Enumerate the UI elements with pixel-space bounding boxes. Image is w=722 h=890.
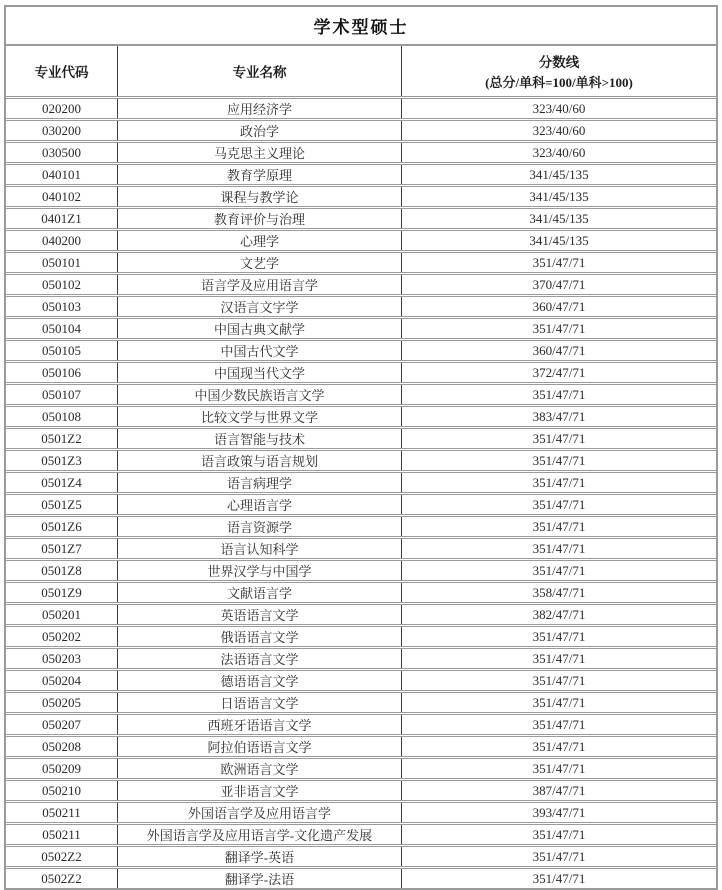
cell-score-line: 351/47/71 — [401, 560, 716, 582]
cell-major-code: 050207 — [6, 714, 117, 736]
table-row — [6, 164, 716, 186]
cell-major-name: 心理学 — [117, 230, 401, 252]
table-row — [6, 428, 716, 450]
cell-major-name: 教育评价与治理 — [117, 208, 401, 230]
cell-score-line: 387/47/71 — [401, 780, 716, 802]
cell-major-code: 0502Z2 — [6, 846, 117, 868]
table-row — [6, 846, 716, 868]
cell-score-line: 351/47/71 — [401, 846, 716, 868]
table-header-row — [6, 45, 716, 98]
cell-major-name: 德语语言文学 — [117, 670, 401, 692]
cell-score-line: 351/47/71 — [401, 868, 716, 889]
cell-score-line: 351/47/71 — [401, 824, 716, 846]
cell-score-line: 341/45/135 — [401, 186, 716, 208]
cell-major-code: 0501Z5 — [6, 494, 117, 516]
cell-score-line: 323/40/60 — [401, 142, 716, 164]
table-row — [6, 296, 716, 318]
cell-score-line: 351/47/71 — [401, 626, 716, 648]
cell-score-line: 341/45/135 — [401, 230, 716, 252]
table-row — [6, 252, 716, 274]
table-row — [6, 362, 716, 384]
table-row — [6, 626, 716, 648]
cell-major-code: 0502Z2 — [6, 868, 117, 889]
cell-major-code: 040102 — [6, 186, 117, 208]
cell-major-name: 翻译学-英语 — [117, 846, 401, 868]
header-score-line — [401, 45, 716, 98]
cell-major-code: 0401Z1 — [6, 208, 117, 230]
cell-major-name: 政治学 — [117, 120, 401, 142]
cell-major-code: 050205 — [6, 692, 117, 714]
cell-score-line: 323/40/60 — [401, 98, 716, 120]
header-major-code: 专业代码 — [6, 45, 117, 98]
cell-major-name: 中国古典文献学 — [117, 318, 401, 340]
cell-major-code: 050211 — [6, 802, 117, 824]
cell-major-code: 050209 — [6, 758, 117, 780]
cell-score-line: 383/47/71 — [401, 406, 716, 428]
table-title: 学术型硕士 — [6, 7, 716, 45]
cell-major-name: 外国语言学及应用语言学 — [117, 802, 401, 824]
cell-score-line: 351/47/71 — [401, 758, 716, 780]
cell-major-code: 050201 — [6, 604, 117, 626]
cell-major-code: 050105 — [6, 340, 117, 362]
cell-score-line: 351/47/71 — [401, 692, 716, 714]
score-table-sheet — [4, 5, 718, 890]
cell-major-name: 语言政策与语言规划 — [117, 450, 401, 472]
cell-score-line: 372/47/71 — [401, 362, 716, 384]
table-title-row — [6, 7, 716, 45]
cell-score-line: 370/47/71 — [401, 274, 716, 296]
cell-major-code: 0501Z9 — [6, 582, 117, 604]
cell-major-code: 050211 — [6, 824, 117, 846]
cell-major-name: 翻译学-法语 — [117, 868, 401, 889]
cell-major-code: 020200 — [41, 100, 81, 116]
table-row — [6, 780, 716, 802]
table-row — [6, 186, 716, 208]
cell-major-name: 亚非语言文学 — [117, 780, 401, 802]
cell-major-code: 030200 — [6, 120, 117, 142]
table-row — [6, 406, 716, 428]
cell-major-name: 日语语言文学 — [117, 692, 401, 714]
table-row — [6, 560, 716, 582]
cell-major-name: 世界汉学与中国学 — [117, 560, 401, 582]
cell-major-name: 文艺学 — [117, 252, 401, 274]
cell-score-line: 351/47/71 — [401, 538, 716, 560]
cell-score-line: 393/47/71 — [401, 802, 716, 824]
cell-major-name: 语言智能与技术 — [117, 428, 401, 450]
cell-major-name: 比较文学与世界文学 — [117, 406, 401, 428]
table-row — [6, 824, 716, 846]
cell-major-name: 外国语言学及应用语言学-文化遗产发展 — [117, 824, 401, 846]
cell-major-code: 050203 — [6, 648, 117, 670]
table-row — [6, 120, 716, 142]
table-row — [6, 274, 716, 296]
cell-major-name: 语言认知科学 — [117, 538, 401, 560]
table-row — [6, 802, 716, 824]
cell-score-line: 351/47/71 — [401, 736, 716, 758]
cell-major-code: 0501Z8 — [6, 560, 117, 582]
table-row — [6, 670, 716, 692]
table-row — [6, 98, 716, 120]
table-row — [6, 318, 716, 340]
cell-major-name: 阿拉伯语语言文学 — [117, 736, 401, 758]
cell-major-code: 050208 — [6, 736, 117, 758]
cell-score-line: 351/47/71 — [401, 252, 716, 274]
cell-major-name: 马克思主义理论 — [117, 142, 401, 164]
cell-score-line: 360/47/71 — [401, 296, 716, 318]
header-major-name: 专业名称 — [117, 45, 401, 98]
table-row — [6, 692, 716, 714]
cell-score-line: 341/45/135 — [401, 164, 716, 186]
cell-major-code: 050101 — [6, 252, 117, 274]
cell-major-name: 教育学原理 — [117, 164, 401, 186]
cell-score-line: 351/47/71 — [401, 516, 716, 538]
cell-score-line: 351/47/71 — [401, 450, 716, 472]
cell-major-code: 0501Z4 — [6, 472, 117, 494]
cell-major-name: 西班牙语语言文学 — [117, 714, 401, 736]
cell-score-line: 382/47/71 — [401, 604, 716, 626]
table-row — [6, 208, 716, 230]
cell-major-code: 050106 — [6, 362, 117, 384]
cell-major-code: 050210 — [6, 780, 117, 802]
cell-major-name: 汉语言文字学 — [117, 296, 401, 318]
cell-major-name: 俄语语言文学 — [117, 626, 401, 648]
cell-major-code: 050104 — [6, 318, 117, 340]
table-row — [6, 230, 716, 252]
table-row — [6, 142, 716, 164]
cell-score-line: 351/47/71 — [401, 472, 716, 494]
cell-major-name: 课程与教学论 — [117, 186, 401, 208]
cell-score-line: 351/47/71 — [401, 714, 716, 736]
cell-major-code: 0501Z3 — [6, 450, 117, 472]
cell-major-name: 应用经济学 — [117, 98, 401, 120]
cell-major-code: 030500 — [6, 142, 117, 164]
cell-score-line: 351/47/71 — [401, 648, 716, 670]
score-table — [6, 7, 716, 888]
table-row — [6, 604, 716, 626]
table-row — [6, 450, 716, 472]
cell-major-name: 语言学及应用语言学 — [117, 274, 401, 296]
cell-score-line: 351/47/71 — [401, 318, 716, 340]
cell-major-name: 语言病理学 — [117, 472, 401, 494]
table-row — [6, 384, 716, 406]
cell-score-line: 351/47/71 — [401, 494, 716, 516]
table-row — [6, 494, 716, 516]
cell-major-code: 0501Z7 — [6, 538, 117, 560]
cell-major-code: 0501Z2 — [6, 428, 117, 450]
header-score-line-label: 分数线 — [538, 55, 580, 70]
header-score-line-sublabel: (总分/单科=100/单科>100) — [485, 75, 633, 90]
table-row — [6, 758, 716, 780]
cell-major-code: 050107 — [6, 384, 117, 406]
cell-major-name: 英语语言文学 — [117, 604, 401, 626]
cell-major-code: 050108 — [6, 406, 117, 428]
cell-score-line: 360/47/71 — [401, 340, 716, 362]
cell-major-name: 文献语言学 — [117, 582, 401, 604]
cell-major-code: 050103 — [6, 296, 117, 318]
cell-major-code: 050204 — [6, 670, 117, 692]
cell-major-code: 050202 — [6, 626, 117, 648]
cell-major-code: 040101 — [6, 164, 117, 186]
cell-score-line: 323/40/60 — [401, 120, 716, 142]
table-row — [6, 582, 716, 604]
cell-major-name: 心理语言学 — [117, 494, 401, 516]
cell-major-code: 040200 — [6, 230, 117, 252]
cell-score-line: 351/47/71 — [401, 384, 716, 406]
table-body — [6, 98, 716, 889]
table-row — [6, 868, 716, 889]
table-row — [6, 340, 716, 362]
cell-major-name: 中国现当代文学 — [117, 362, 401, 384]
cell-major-code: 050102 — [6, 274, 117, 296]
cell-major-name: 中国古代文学 — [117, 340, 401, 362]
table-row — [6, 736, 716, 758]
table-row — [6, 714, 716, 736]
table-row — [6, 538, 716, 560]
cell-score-line: 351/47/71 — [401, 670, 716, 692]
table-row — [6, 648, 716, 670]
cell-score-line: 341/45/135 — [401, 208, 716, 230]
cell-score-line: 351/47/71 — [401, 428, 716, 450]
table-row — [6, 472, 716, 494]
cell-major-code: 0501Z6 — [6, 516, 117, 538]
cell-major-name: 欧洲语言文学 — [117, 758, 401, 780]
table-row — [6, 516, 716, 538]
cell-major-name: 语言资源学 — [117, 516, 401, 538]
cell-score-line: 358/47/71 — [401, 582, 716, 604]
cell-major-name: 中国少数民族语言文学 — [117, 384, 401, 406]
cell-major-name: 法语语言文学 — [117, 648, 401, 670]
